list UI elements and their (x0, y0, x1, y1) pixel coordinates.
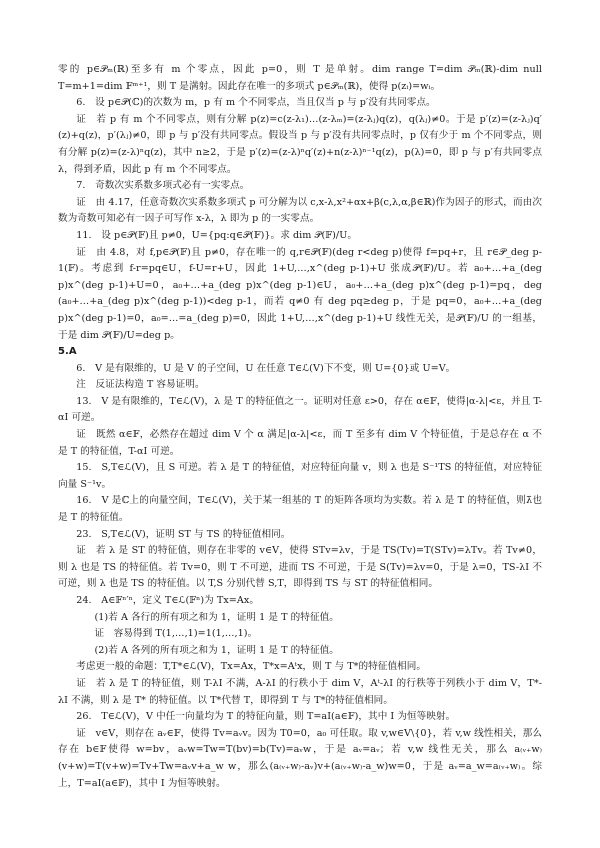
paragraph: 证 由 4.8，对 f,p∈𝒫(𝔽)且 p≠0，存在唯一的 q,r∈𝒫(𝔽)(deg r<deg p)使得 f=pq+r，且 r∈𝒫_deg p-1(𝔽)。考虑到 f-r=pq∈U，f-U=r+U，因此 1+U,…,x^(deg p-1)+U 张成𝒫(𝔽)/U。若 a₀+…+a_(deg p)x^(deg p-1)+U=0，a₀+…+a_(deg p)x^(deg p-1)∈U，a₀+…+a_(deg p)x^(deg p-1)=pq，deg (a₀+…+a_(deg p)x^(deg p-1))<deg p-1，而若 q≠0 有 deg pq≥deg p，于是 pq=0，a₀+…+a_(deg p)x^(deg p-1)=0，a₀=…=a_(deg p)=0，因此 1+U,…,x^(deg p-1)+U 线性无关，是𝒫(𝔽)/U 的一组基，于是 dim 𝒫(𝔽)/U=deg p。 (58, 246, 542, 341)
paragraph: 6. 设 p∈𝒫(ℂ)的次数为 m，p 有 m 个不同零点，当且仅当 p 与 p′没有共同零点。 (76, 97, 436, 109)
section-heading: 5.A (58, 346, 77, 358)
paragraph: 证 若 p 有 m 个不同零点，则有分解 p(z)=c(z-λ₁)…(z-λₘ)=(z-λⱼ)q(z)，q(λⱼ)≠0。于是 p′(z)=(z-λⱼ)q′(z)+q(z)，p′(λⱼ)≠0，即 p 与 p′没有共同零点。假设当 p 与 p′没有共同零点时，p 仅有少于 m 个不同零点，则有分解 p(z)=(z-λ)ⁿq(z)，其中 n≥2，于是 p′(z)=(z-λ)ⁿq′(z)+n(z-λ)ⁿ⁻¹q(z)，p(λ)=0，即 p 与 p′有共同零点 λ，得到矛盾，因此 p 有 m 个不同零点。 (58, 113, 542, 175)
paragraph: 26. T∈ℒ(V)，V 中任一向量均为 T 的特征向量，则 T=aI(a∈𝔽)，其中 I 为恒等映射。 (76, 711, 456, 723)
paragraph: 24. A∈𝔽ⁿ′ⁿ，定义 T∈ℒ(𝔽ⁿ)为 Tx=Ax。 (76, 595, 259, 606)
paragraph: 零的 p∈𝒫ₘ(ℝ)至多有 m 个零点，因此 p=0，则 T 是单射。dim range T=dim 𝒫ₘ(ℝ)-dim null T=m+1=dim 𝔽ᵐ⁺¹，则 T 是满射。因此存在唯一的多项式 p∈𝒫ₘ(ℝ)，使得 p(zᵢ)=wᵢ。 (58, 64, 542, 92)
paragraph: 13. V 是有限维的，T∈ℒ(V)，λ 是 T 的特征值之一。证明对任意 ε>0，存在 α∈𝔽，使得|α-λ|<ε，并且 T-αI 可逆。 (58, 395, 542, 424)
paragraph: 注 反证法构造 T 容易证明。 (76, 379, 205, 391)
paragraph: 证 容易得到 T(1,…,1)=1(1,…,1)。 (94, 628, 258, 640)
page-text (58, 62, 542, 792)
paragraph: 证 既然 α∈𝔽，必然存在超过 dim V 个 α 满足|α-λ|<ε，而 T 至多有 dim V 个特征值，于是总存在 α 不是 T 的特征值，T-αI 可逆。 (58, 429, 542, 457)
paragraph: 11. 设 p∈𝒫(𝔽)且 p≠0，U={pq:q∈𝒫(𝔽)}。求 dim 𝒫(𝔽)/U。 (76, 229, 357, 241)
paragraph: 证 若 λ 是 ST 的特征值，则存在非零的 v∈V，使得 STv=λv，于是 TS(Tv)=T(STv)=λTv。若 Tv≠0，则 λ 也是 TS 的特征值。若 Tv=0，则 T 不可逆，进而 TS 不可逆，于是 S(Tv)=λv=0，于是 λ=0，TS-λI 不可逆，则 λ 也是 TS 的特征值。以 T,S 分别代替 S,T，即得到 TS 与 ST 的特征值相同。 (58, 545, 542, 590)
paragraph: 证 由 4.17，任意奇数次实系数多项式 p 可分解为以 c,x-λ,x²+αx+β(c,λ,α,β∈ℝ)作为因子的形式，而由次数为奇数可知必有一因子可写作 x-λ，λ 即为 p 的一实零点。 (58, 196, 542, 225)
paragraph: 15. S,T∈ℒ(V)，且 S 可逆。若 λ 是 T 的特征值，对应特征向量 v，则 λ 也是 S⁻¹TS 的特征值，对应特征向量 S⁻¹v。 (58, 462, 542, 490)
paragraph: (2)若 A 各列的所有项之和为 1，证明 1 是 T 的特征值。 (94, 644, 339, 656)
paragraph: (1)若 A 各行的所有项之和为 1，证明 1 是 T 的特征值。 (94, 611, 339, 623)
paragraph: 6. V 是有限维的，U 是 V 的子空间，U 在任意 T∈ℒ(V)下不变，则 U={0}或 U=V。 (76, 362, 456, 374)
paragraph: 16. V 是ℂ上的向量空间，T∈ℒ(V)，关于某一组基的 T 的矩阵各项均为实数。若 λ 是 T 的特征值，则λ̄也是 T 的特征值。 (58, 495, 542, 524)
paragraph: 23. S,T∈ℒ(V)，证明 ST 与 TS 的特征值相同。 (76, 528, 291, 540)
paragraph: 7. 奇数次实系数多项式必有一实零点。 (76, 180, 250, 192)
paragraph: 证 若 λ 是 T 的特征值，则 T-λI 不满，A-λI 的行秩小于 dim V，Aᵗ-λI 的行秩等于列秩小于 dim V，T*-λI 不满，则 λ 是 T* 的特征值。以 T*代替 T，即得到 T 与 T*的特征值相同。 (58, 677, 542, 706)
paragraph: 考虑更一般的命题：T,T*∈ℒ(V)，Tx=Ax，T*x=Aᵗx，则 T 与 T*的特征值相同。 (76, 661, 427, 673)
paragraph: 证 v∈V，则存在 aᵥ∈𝔽，使得 Tv=aᵥv。因为 T0=0，a₀ 可任取。取 v,w∈V\{0}，若 v,w 线性相关，那么存在 b∈𝔽使得 w=bv，aᵥw=Tw=T(bv)=b(Tv)=aᵥw，于是 aᵥ=aᵥ；若 v,w 线性无关，那么 a₍ᵥ₊w₎(v+w)=T(v+w)=Tv+Tw=aᵥv+a_w w，那么(a₍ᵥ₊w₎-aᵥ)v+(a₍ᵥ₊w₎-a_w)w=0，于是 aᵥ=a_w=a₍ᵥ₊w₎。综上，T=aI(a∈𝔽)，其中 I 为恒等映射。 (58, 727, 542, 789)
